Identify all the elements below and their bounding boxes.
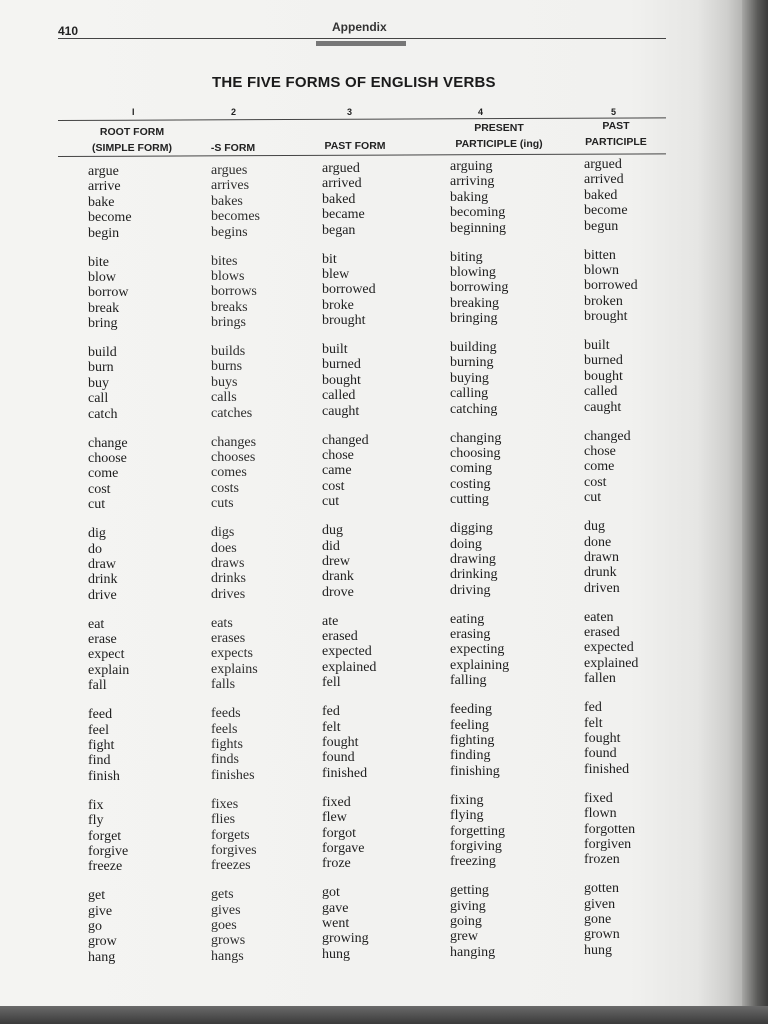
column-header-present-participle: PRESENT PARTICIPLE (ing) — [455, 122, 543, 150]
column-number-1: I — [132, 107, 135, 117]
table-top-rule — [58, 117, 666, 121]
verb-form: bakes — [211, 193, 243, 209]
verb-form: finishes — [211, 767, 255, 783]
verb-form: felt — [322, 719, 341, 735]
verb-form: changes — [211, 434, 257, 450]
verb-form: blows — [211, 268, 245, 284]
verb-form: grow — [88, 934, 117, 950]
column-header-s-form: -S FORM — [210, 142, 256, 154]
verb-group — [450, 883, 590, 960]
verb-form: frozen — [584, 852, 620, 868]
verb-form: drawing — [450, 551, 496, 567]
verb-group — [322, 885, 462, 962]
verb-form: gives — [211, 902, 241, 918]
verb-form: draws — [211, 555, 245, 571]
present-participle-column — [450, 159, 590, 960]
verb-form: fly — [88, 813, 104, 829]
column-number-2: 2 — [231, 107, 237, 117]
verb-form: fought — [322, 735, 359, 750]
verb-form: built — [584, 338, 610, 354]
verb-form: becoming — [450, 205, 506, 221]
verb-form: arguing — [450, 159, 493, 174]
verb-form: forgiving — [450, 838, 502, 854]
verb-form: forgives — [211, 842, 257, 858]
verb-form: finished — [584, 761, 630, 777]
verb-form: explains — [211, 661, 258, 677]
verb-form: calling — [450, 386, 489, 402]
verb-form: eating — [450, 611, 485, 627]
verb-form: cost — [322, 478, 345, 494]
verb-form: feed — [88, 707, 113, 723]
verb-form: catches — [211, 405, 253, 421]
verb-group — [450, 793, 590, 870]
verb-form: falls — [211, 677, 236, 693]
verb-form: falling — [450, 673, 487, 689]
verb-form: feels — [211, 721, 238, 737]
verb-form: forgave — [322, 840, 365, 856]
column-header-past-participle: PAST PARTICIPLE — [585, 120, 647, 148]
verb-form: bake — [88, 194, 115, 210]
column-number-4: 4 — [478, 107, 484, 117]
verb-group — [322, 252, 462, 329]
verb-form: flying — [450, 808, 484, 824]
verb-form: freeze — [88, 859, 123, 875]
verb-group — [88, 798, 228, 875]
verb-form: expecting — [450, 642, 505, 658]
verb-form: build — [88, 345, 117, 361]
verb-form: feeling — [450, 717, 489, 733]
verb-form: argued — [584, 157, 622, 172]
verb-form: blow — [88, 269, 116, 285]
verb-form: forgotten — [584, 821, 636, 837]
verb-form: chooses — [211, 450, 256, 465]
verb-form: finish — [88, 768, 120, 784]
verb-form: bite — [88, 254, 109, 270]
verb-form: freezes — [211, 858, 251, 874]
verb-form: finishing — [450, 763, 500, 779]
verb-form: baked — [322, 191, 356, 207]
verb-form: froze — [322, 856, 351, 872]
verb-form: borrowing — [450, 280, 509, 296]
verb-form: called — [584, 384, 618, 400]
verb-form: bites — [211, 253, 238, 269]
verb-form: broken — [584, 293, 623, 309]
verb-form: drove — [322, 584, 354, 600]
verb-form: ate — [322, 613, 339, 629]
verb-form: borrowed — [322, 282, 376, 298]
verb-form: feeds — [211, 706, 241, 722]
verb-form: begun — [584, 218, 619, 234]
verb-form: hang — [88, 949, 116, 965]
verb-group — [322, 161, 462, 238]
verb-form: fixing — [450, 792, 484, 808]
verb-form: fought — [584, 731, 621, 746]
verb-group — [322, 342, 462, 419]
verb-form: given — [584, 896, 616, 912]
verb-form: driving — [450, 582, 491, 598]
verb-form: feel — [88, 722, 109, 738]
verb-form: does — [211, 540, 237, 556]
verb-form: cut — [584, 490, 602, 506]
verb-form: change — [88, 435, 128, 451]
verb-group — [584, 157, 724, 234]
verb-form: growing — [322, 931, 369, 947]
verb-group — [450, 612, 590, 689]
verb-form: giving — [450, 898, 486, 914]
verb-form: get — [88, 888, 106, 904]
verb-form: going — [450, 914, 482, 930]
verb-form: fall — [88, 678, 107, 694]
verb-form: forgetting — [450, 823, 505, 839]
verb-form: catch — [88, 406, 118, 422]
verb-form: breaking — [450, 295, 499, 311]
verb-form: grown — [584, 927, 620, 943]
verb-form: bitten — [584, 247, 616, 263]
page-bottom-edge — [0, 1006, 768, 1024]
verb-group — [88, 707, 228, 784]
verb-form: freezing — [450, 854, 496, 870]
verb-form: buys — [211, 374, 238, 390]
verb-form: arriving — [450, 174, 495, 190]
verb-form: argues — [211, 163, 248, 178]
verb-form: break — [88, 300, 120, 316]
verb-form: borrow — [88, 285, 129, 301]
verb-form: burn — [88, 360, 114, 376]
verb-group — [584, 610, 724, 687]
verb-form: hung — [322, 946, 350, 962]
verb-form: fallen — [584, 671, 616, 687]
verb-form: arrive — [88, 179, 121, 195]
verb-form: drinks — [211, 571, 246, 587]
verb-form: forget — [88, 828, 122, 844]
verb-form: chose — [322, 448, 354, 463]
verb-form: changed — [584, 428, 631, 444]
verb-form: bit — [322, 251, 337, 267]
verb-form: becomes — [211, 209, 260, 225]
verb-form: choose — [88, 451, 127, 466]
verb-form: fix — [88, 797, 104, 813]
verb-group — [88, 164, 228, 241]
verb-form: bought — [584, 368, 623, 384]
verb-form: flies — [211, 812, 236, 828]
verb-form: dug — [584, 519, 605, 535]
verb-form: drawn — [584, 549, 619, 565]
verb-form: erase — [88, 632, 117, 648]
verb-form: fixed — [584, 790, 613, 806]
verb-group — [450, 159, 590, 236]
verb-group — [450, 431, 590, 508]
verb-group — [322, 614, 462, 691]
verb-form: dug — [322, 523, 343, 539]
verb-group — [88, 888, 228, 965]
column-header-past-form: PAST FORM — [324, 140, 386, 152]
verb-group — [584, 791, 724, 868]
verb-group — [322, 523, 462, 600]
verb-form: finds — [211, 752, 239, 768]
verb-form: felt — [584, 715, 603, 731]
verb-form: fighting — [450, 733, 495, 748]
verb-form: become — [88, 210, 132, 226]
verb-form: come — [584, 459, 615, 475]
verb-form: argue — [88, 164, 119, 179]
verb-form: drive — [88, 587, 117, 603]
verb-form: gotten — [584, 881, 619, 897]
verb-form: argued — [322, 161, 360, 176]
verb-form: gave — [322, 900, 349, 916]
verb-form: digs — [211, 525, 235, 541]
verb-form: found — [584, 746, 617, 762]
verb-form: gets — [211, 887, 234, 903]
verb-form: comes — [211, 465, 247, 481]
verb-form: burning — [450, 355, 494, 371]
header-rule — [58, 38, 666, 39]
verb-form: fight — [88, 738, 115, 753]
verb-form: doing — [450, 536, 482, 552]
verb-group — [584, 700, 724, 777]
verb-form: expected — [584, 640, 634, 656]
book-spine-shadow — [742, 0, 768, 1024]
verb-form: brought — [584, 309, 628, 325]
verb-form: brings — [211, 315, 246, 331]
verb-form: begin — [88, 225, 120, 241]
verb-form: fed — [584, 700, 602, 716]
verb-form: catching — [450, 401, 498, 417]
verb-form: eaten — [584, 609, 614, 625]
verb-form: erased — [322, 629, 358, 645]
verb-form: fixes — [211, 796, 239, 812]
verb-form: called — [322, 388, 356, 404]
verb-form: do — [88, 541, 102, 557]
verb-form: explaining — [450, 657, 510, 673]
verb-form: forgot — [322, 825, 356, 841]
verb-form: arrives — [211, 178, 250, 194]
verb-form: forgiven — [584, 836, 632, 852]
verb-form: flown — [584, 806, 617, 822]
verb-group — [322, 704, 462, 781]
verb-form: costing — [450, 476, 491, 492]
verb-group — [322, 795, 462, 872]
verb-form: finding — [450, 748, 491, 764]
column-number-3: 3 — [347, 107, 353, 117]
verb-form: cut — [322, 494, 340, 510]
verb-group — [450, 521, 590, 598]
verb-form: erased — [584, 625, 620, 641]
verb-form: blown — [584, 262, 619, 278]
verb-form: cutting — [450, 492, 489, 508]
verb-form: changing — [450, 430, 502, 446]
verb-group — [322, 433, 462, 510]
table-title: THE FIVE FORMS OF ENGLISH VERBS — [212, 74, 496, 91]
verb-group — [88, 255, 228, 332]
verb-form: drink — [88, 572, 118, 588]
verb-form: forgive — [88, 843, 129, 859]
verb-form: borrowed — [584, 278, 638, 294]
verb-form: goes — [211, 918, 237, 934]
verb-form: became — [322, 207, 365, 223]
verb-form: erases — [211, 631, 246, 647]
verb-form: broke — [322, 297, 354, 313]
verb-form: did — [322, 538, 340, 554]
verb-form: grew — [450, 929, 478, 945]
verb-form: fights — [211, 737, 243, 752]
verb-form: went — [322, 916, 350, 932]
verb-form: forgets — [211, 827, 250, 843]
verb-form: bringing — [450, 311, 498, 327]
verb-group — [584, 519, 724, 596]
verb-form: finished — [322, 765, 368, 781]
verb-form: come — [88, 466, 119, 482]
verb-form: cuts — [211, 496, 234, 512]
verb-form: came — [322, 463, 352, 479]
verb-form: caught — [322, 403, 360, 419]
verb-form: built — [322, 342, 348, 358]
verb-form: drunk — [584, 565, 617, 581]
verb-form: changed — [322, 432, 369, 448]
verb-group — [88, 345, 228, 422]
verb-group — [584, 248, 724, 325]
verb-form: bought — [322, 372, 361, 388]
verb-form: arrived — [584, 172, 624, 188]
verb-form: borrows — [211, 284, 257, 300]
verb-form: fell — [322, 675, 341, 691]
verb-form: erasing — [450, 627, 491, 643]
verb-form: calls — [211, 390, 237, 406]
verb-form: baking — [450, 189, 489, 205]
verb-form: flew — [322, 810, 347, 826]
verb-form: hangs — [211, 948, 244, 964]
verb-form: go — [88, 919, 102, 935]
verb-form: hung — [584, 942, 612, 958]
running-head: Appendix — [332, 20, 387, 34]
past-form-column — [322, 161, 462, 962]
header-marker — [316, 41, 406, 46]
verb-form: expect — [88, 647, 125, 663]
column-number-5: 5 — [611, 107, 617, 117]
verb-form: drinking — [450, 567, 498, 583]
verb-form: give — [88, 903, 113, 919]
verb-group — [450, 340, 590, 417]
verb-form: choosing — [450, 446, 501, 461]
verb-form: blew — [322, 266, 350, 282]
verb-form: buying — [450, 370, 489, 386]
verb-group — [584, 429, 724, 506]
verb-form: coming — [450, 461, 492, 477]
verb-form: eat — [88, 616, 105, 632]
verb-form: become — [584, 203, 628, 219]
verb-form: building — [450, 340, 497, 356]
verb-form: burned — [322, 357, 361, 373]
verb-form: eats — [211, 615, 233, 631]
verb-form: fixed — [322, 794, 351, 810]
verb-form: arrived — [322, 176, 362, 192]
verb-form: cost — [88, 481, 111, 497]
root-form-column — [88, 164, 228, 965]
verb-form: explained — [322, 659, 377, 675]
verb-form: gone — [584, 912, 612, 928]
verb-form: began — [322, 222, 356, 238]
verb-group — [584, 881, 724, 958]
verb-form: begins — [211, 224, 248, 240]
verb-form: beginning — [450, 220, 506, 236]
verb-form: baked — [584, 187, 618, 203]
verb-form: explain — [88, 662, 130, 678]
column-header-root-form: ROOT FORM (SIMPLE FORM) — [92, 126, 172, 154]
verb-form: burns — [211, 359, 243, 375]
verb-form: getting — [450, 883, 489, 899]
verb-group — [88, 436, 228, 513]
verb-form: digging — [450, 521, 493, 537]
verb-form: biting — [450, 249, 483, 265]
verb-form: found — [322, 750, 355, 766]
verb-form: dig — [88, 526, 106, 542]
verb-form: done — [584, 534, 612, 550]
verb-form: buy — [88, 375, 109, 391]
verb-form: drives — [211, 586, 246, 602]
verb-group — [450, 250, 590, 327]
verb-form: cost — [584, 474, 607, 490]
verb-form: explained — [584, 655, 639, 671]
verb-form: feeding — [450, 702, 492, 718]
verb-form: breaks — [211, 299, 248, 315]
verb-form: fed — [322, 704, 340, 720]
verb-group — [450, 702, 590, 779]
verb-form: got — [322, 885, 340, 901]
verb-group — [88, 526, 228, 603]
verb-form: builds — [211, 344, 246, 360]
verb-form: costs — [211, 480, 239, 496]
verb-form: bring — [88, 316, 118, 332]
verb-form: drank — [322, 569, 354, 585]
verb-group — [584, 338, 724, 415]
verb-form: blowing — [450, 264, 496, 280]
verb-form: driven — [584, 580, 620, 596]
past-participle-column — [584, 157, 724, 958]
verb-form: hanging — [450, 944, 496, 960]
verb-form: find — [88, 753, 111, 769]
verb-form: expected — [322, 644, 372, 660]
verb-form: expects — [211, 646, 253, 662]
verb-form: draw — [88, 556, 116, 572]
verb-form: chose — [584, 444, 616, 459]
page-number: 410 — [58, 24, 79, 38]
verb-group — [88, 617, 228, 694]
verb-form: call — [88, 391, 109, 407]
verb-form: brought — [322, 313, 366, 329]
verb-form: burned — [584, 353, 623, 369]
verb-form: caught — [584, 399, 622, 415]
verb-form: drew — [322, 553, 350, 569]
verb-form: grows — [211, 933, 246, 949]
verb-form: cut — [88, 497, 106, 513]
